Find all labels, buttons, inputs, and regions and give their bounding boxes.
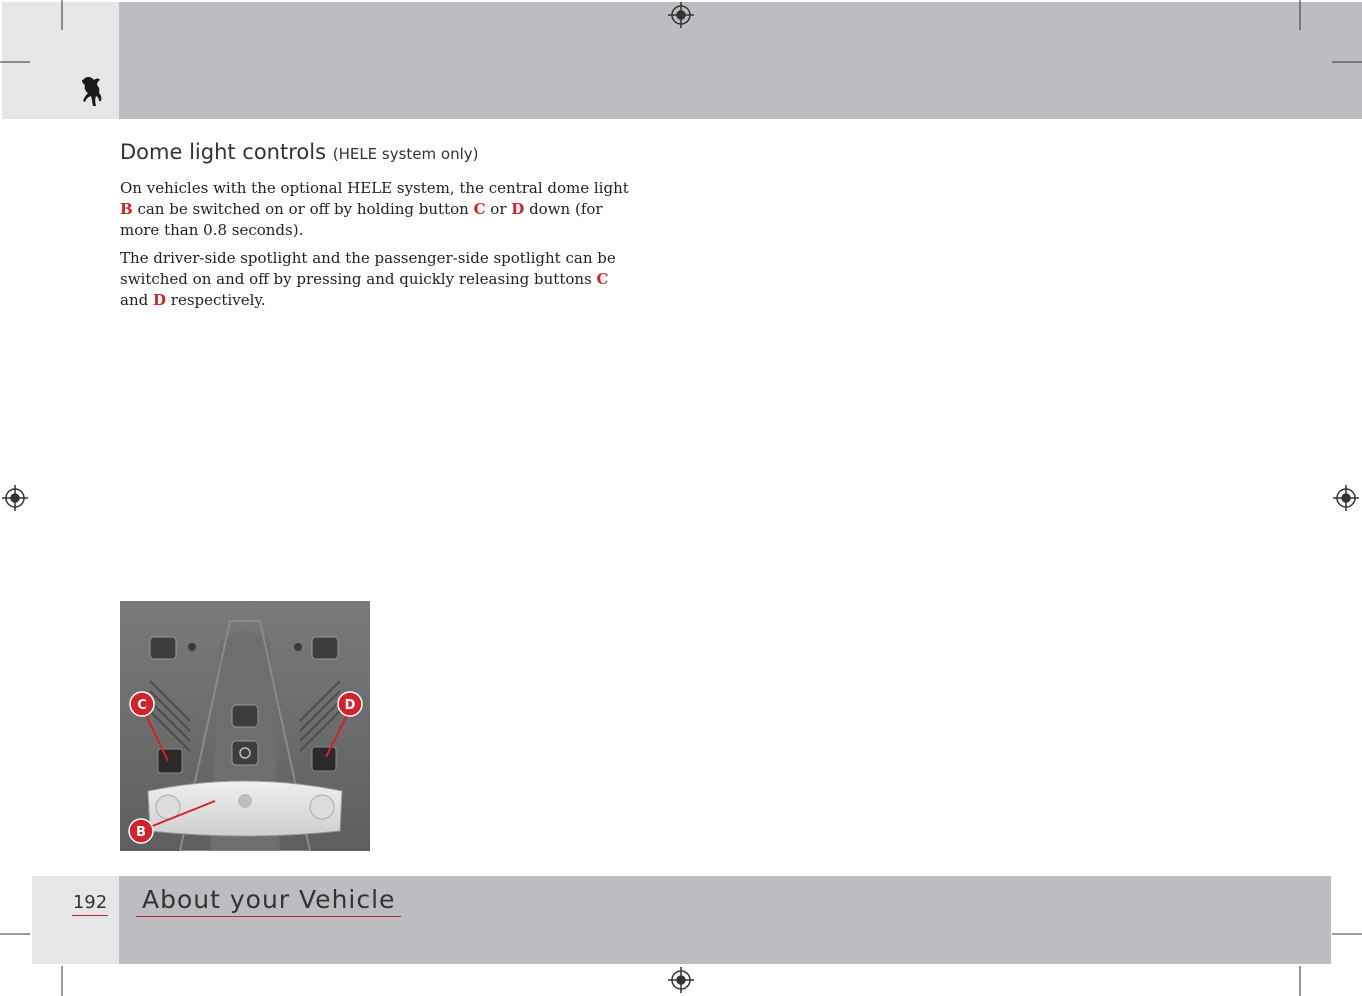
p2-text-3: respectively. xyxy=(166,291,266,309)
p1-text-3: or xyxy=(485,200,512,218)
callout-c-label: C xyxy=(137,698,147,713)
p2-text-1: The driver-side spotlight and the passenger-side spotlight can be switched on and off by pressing and quickly releasing buttons xyxy=(120,249,616,288)
registration-target-top xyxy=(668,2,694,28)
p1-ref-b: B xyxy=(120,200,133,218)
callout-d-label: D xyxy=(344,698,356,713)
callout-b-label: B xyxy=(136,825,146,840)
p1-text-2: can be switched on or off by holding button xyxy=(132,200,474,218)
p2-ref-d: D xyxy=(152,291,166,309)
registration-target-right xyxy=(1333,485,1359,511)
p2-ref-c: C xyxy=(596,270,609,288)
heading-sub: (HELE system only) xyxy=(332,145,479,163)
p1-ref-c: C xyxy=(473,200,486,218)
registration-target-bottom xyxy=(668,967,694,993)
page-number: 192 xyxy=(72,891,108,916)
p2-text-2: and xyxy=(120,291,153,309)
registration-target-left xyxy=(2,485,28,511)
heading-main: Dome light controls xyxy=(120,140,327,164)
p1-text-4: down (for more than 0.8 seconds). xyxy=(120,200,603,239)
p1-ref-d: D xyxy=(511,200,525,218)
p1-text-1: On vehicles with the optional HELE system, the central dome light xyxy=(120,179,629,197)
section-title: About your Vehicle xyxy=(136,884,401,917)
